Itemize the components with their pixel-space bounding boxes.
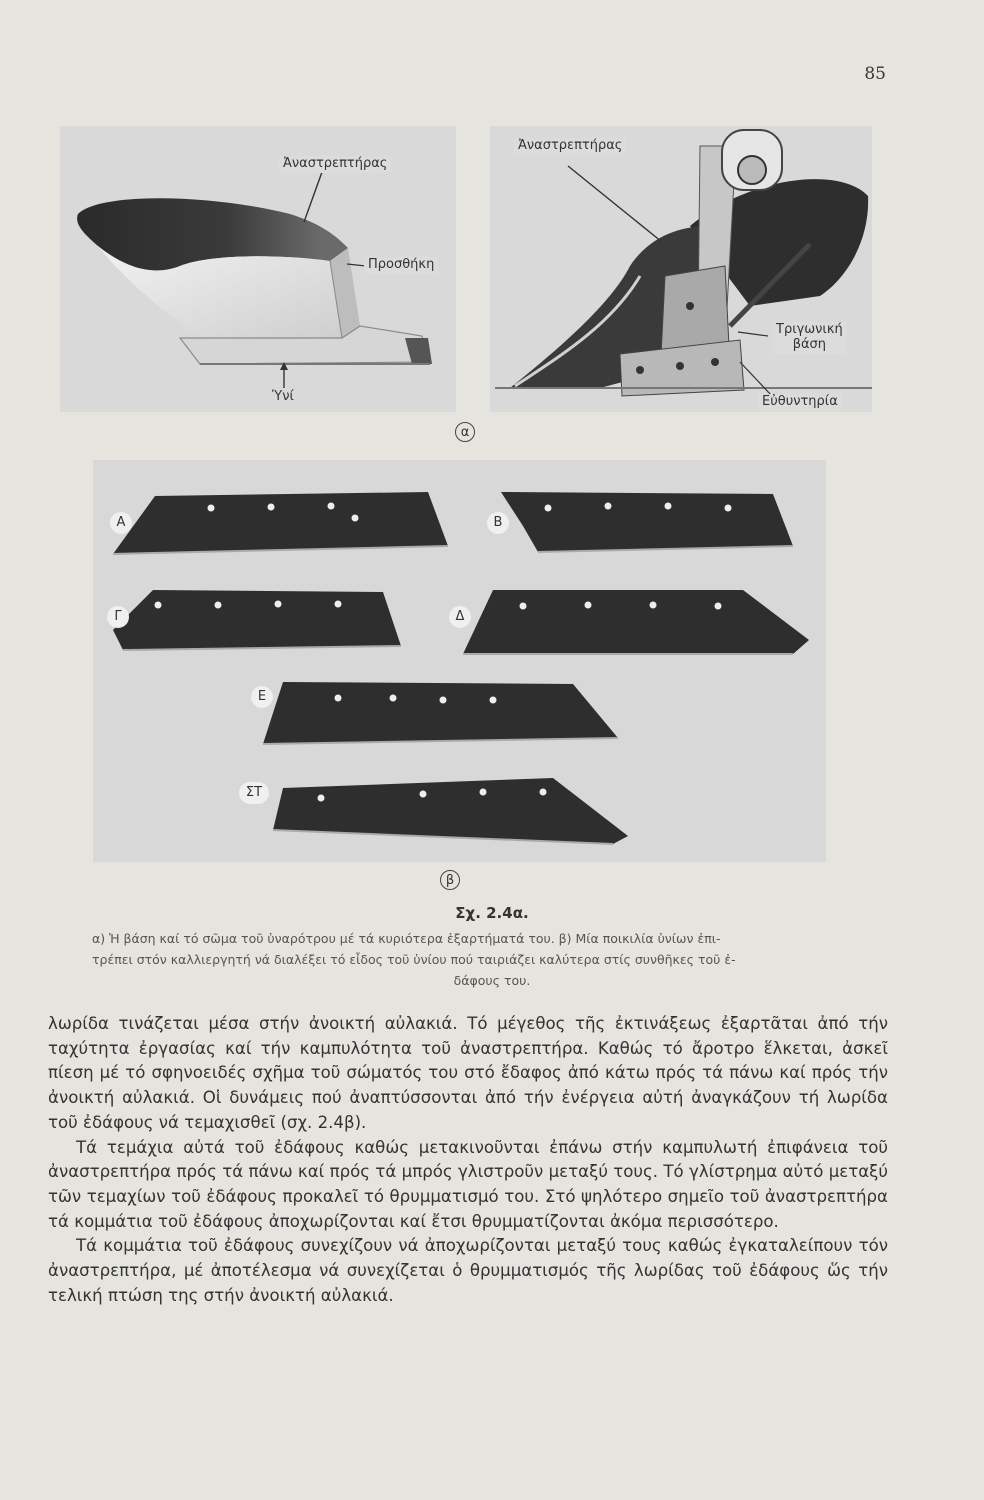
- caption-line: α) Ἡ βάση καί τό σῶμα τοῦ ὑναρότρου μέ τά κυριότερα ἐξαρτήματά του. β) Μία ποικιλία ὑνίων ἐπι-: [92, 931, 721, 946]
- panel-marker-a: α: [455, 422, 475, 442]
- label-moldboard-right: Ἀναστρεπτήρας: [514, 138, 626, 155]
- plow-shares-photo: [93, 460, 826, 862]
- page-number: 85: [864, 64, 886, 84]
- label-triangular-base-line2: βάση: [792, 336, 827, 352]
- panel-marker-b: β: [440, 870, 460, 890]
- paragraph: Τά τεμάχια αὐτά τοῦ ἐδάφους καθώς μετακινοῦνται ἐπάνω στήν καμπυλωτή ἐπιφάνεια τοῦ ἀναστρεπτήρα πρός τά πάνω καί πρός τά μπρός γλιστροῦν μεταξύ τους. Τό γλίστρημα αὐτό μεταξύ τῶν τεμαχίων τοῦ ἐδάφους προκαλεῖ τό θρυμματισμό του. Στό ψηλότερο σημεῖο τοῦ ἀναστρεπτήρα τά κομμάτια τοῦ ἐδάφους ἀποχωρίζονται καί ἔτσι θρυμματίζονται ἀκόμα περισσότερο.: [48, 1137, 888, 1231]
- blade-label-a: Α: [110, 512, 132, 534]
- paragraph: λωρίδα τινάζεται μέσα στήν ἀνοικτή αὐλακιά. Τό μέγεθος τῆς ἐκτινάξεως ἐξαρτᾶται ἀπό τήν ταχύτητα ἐργασίας καί τήν καμπυλότητα τοῦ ἀναστρεπτήρα. Καθώς τό ἄροτρο ἕλκεται, ἀσκεῖ πίεση μέ τό σφηνοειδές σχῆμα τοῦ σώματός του στό ἔδαφος ἀπό κάτω πρός τά πάνω καί πρός τήν ἀνοικτή αὐλακιά. Οἱ δυνάμεις πού ἀναπτύσσονται ἀπό τήν ἐνέργεια αὐτή ἀναγκάζουν τή λωρίδα τοῦ ἐδάφους νά τεμαχισθεῖ (σχ. 2.4β).: [48, 1014, 888, 1132]
- share-b-shape: [501, 492, 793, 552]
- blade-label-e: Ε: [251, 686, 273, 708]
- label-triangular-base-line1: Τριγωνική: [776, 322, 843, 337]
- blade-label-c: Γ: [107, 606, 129, 628]
- caption-line: δάφους του.: [453, 973, 531, 988]
- label-triangular-base: [772, 322, 847, 354]
- paragraph: Τά κομμάτια τοῦ ἐδάφους συνεχίζουν νά ἀποχωρίζονται μεταξύ τους καθώς ἐγκαταλείπουν τόν ἀναστρεπτήρα, μέ ἀποτέλεσμα νά συνεχίζεται ὁ θρυμματισμός τῆς λωρίδας τοῦ ἐδάφους ὥς τήν τελική πτώση της στήν ἀνοικτή αὐλακιά.: [48, 1236, 888, 1305]
- body-text: [48, 1012, 888, 1308]
- figure-title: Σχ. 2.4α.: [455, 904, 529, 922]
- label-share: Ὑνί: [272, 389, 294, 404]
- share-c-shape: [113, 590, 401, 650]
- blade-label-b: Β: [487, 512, 509, 534]
- label-extension: Προσθήκη: [364, 257, 438, 274]
- share-e-shape: [263, 682, 618, 744]
- plow-base-photo: [490, 126, 872, 412]
- caption-line: τρέπει στόν καλλιεργητή νά διαλέξει τό εἶδος τοῦ ὑνίου πού ταιριάζει καλύτερα στίς συνθῆκες τοῦ ἐ-: [92, 952, 736, 967]
- label-moldboard-left: Ἀναστρεπτήρας: [279, 156, 391, 173]
- blade-label-f: ΣΤ: [239, 782, 269, 804]
- figure-caption: [92, 928, 892, 991]
- share-a-shape: [113, 492, 448, 554]
- label-landside: Εὐθυντηρία: [758, 394, 842, 411]
- plow-body-photo: [60, 126, 456, 412]
- blade-label-d: Δ: [449, 606, 471, 628]
